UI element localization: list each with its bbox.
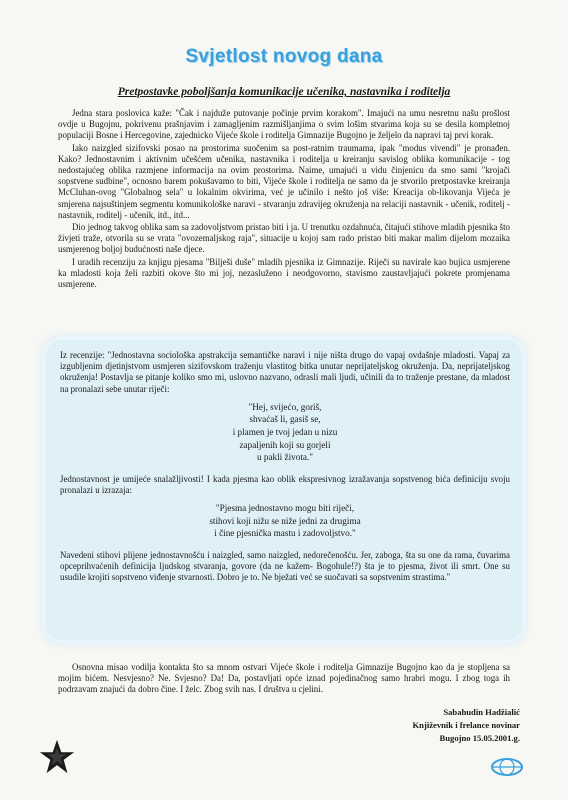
poem-1 (60, 401, 510, 464)
review-quote-box (46, 340, 522, 640)
globe-logo-icon (490, 756, 524, 776)
poem-1-line: i plamen je tvoj jedan u nizu (232, 427, 338, 437)
outro-section (58, 662, 510, 696)
poem-2-line: "Pjesma jednostavno mogu biti riječi, (215, 503, 355, 514)
page-title: Svjetlost novog dana (185, 46, 383, 67)
intro-paragraph-1: Jedna stara poslovica kaže: "Čak i najduže putovanje počinje prvim korakom". Imajući na umu nesretnu našu prošlost ovdje u Bugojnu, pokrivenu prašnjavim i zamagljenim razmišljanjima o svim lošim stvarima koja su se desila kompletnoj populaciji Bosne i Hercegovine, zajednicko Vijeće škole i roditelja Gimnazije Bugojno je željelo da napravi taj prvi korak. (58, 108, 510, 141)
poem-2 (60, 502, 510, 540)
intro-paragraph-2: Iako naizgled sizifovski posao na prostorima suočenim sa post-ratnim traumama, ipak "modus vivendi" je pronađen. Kako? Jednostavnim i aktivnim učešćem učenika, nastavnika i roditelja u kreiranju savislog oblika komunikacije - tog nedostajućeg oblika razmjene informacija na ovim prostorima. Naime, umajući u vidu činjenicu da smo sami "krojači sopstvene sudbine", ocnosno barem pokušavamo to biti, Vijeće škole i roditelja ne samo da je stvorilo pretpostavke kreiranja McCluhan-ovog "Globalnog sela" u lokalnim okvirima, već je učinilo i nešto još više: Kreacija ob-likovanja Vijeća je smjerena najsuštinjem segmentu komunikološke naravi - stvaranju zdravijeg okruženja na relaciji nastavnik - učenik, roditelj - nastavnik, roditelj - učenik, itd., itd... (58, 142, 510, 220)
poem-2-line: stihovi koji nižu se niže jedni za drugima (209, 515, 361, 526)
outro-paragraph: Osnovna misao vodilja kontakta što sa mnom ostvari Vijeće škole i roditelja Gimnazije Bugojno kao da je stopljena sa mojim bićem. Nesvjesno? Ne. Svjesno? Da! Da, postavljati opće iznad pojedinačnog samo hrabri mogu. I zbog toga ih podrzavam znajući da dobro čine. I želc. Zbog svih nas. I društva u cjelini. (58, 662, 510, 695)
author-name: Sabahudin Hadžialić (443, 707, 520, 717)
intro-paragraph-4: I uradih recenziju za knjigu pjesama "Bilješi duše" mladih pjesnika iz Gimnazije. Riječi su navirale kao bujica usmjerene ka mladosti koja želi razbiti okove što mi joj, nezasluženo i neodgovorno, stavismo zaustavljajući pokrete promjenama usmjerene. (58, 256, 510, 290)
review-paragraph-1: Iz recenzije: "Jednostavna sociološka apstrakcija semantičke naravi i nije ništa drugo do vapaj ovdašnje mladosti. Vapaj za izgubljenim djetinjstvom usmjeren sizifovskom traženju vlastitog bitka unutar neprijateljskog okruženja. Da, neprijateljskog okruženja! Postavlja se pitanje koliko smo mi, uslovno nazvano, odrasli mali ljudi, učinili da to traženje prestane, da mladost na pronalazi sebe unutar riječi: (60, 350, 510, 394)
author-role: Književnik i frelance novinar (412, 720, 520, 730)
page-subtitle: Pretpostavke poboljšanja komunikacije učenika, nastavnika i roditelja (117, 86, 451, 98)
intro-section (58, 108, 510, 291)
intro-paragraph-3: Dio jednog takvog oblika sam sa zadovoljstvom pristao biti i ja. U trenutku ozdahnuća, čitajući stihove mladih pjesnika što živjeti traže, otvorila su se vrata "ovozemaljskog raja", situacije u kojoj sam rado pristao biti makar malim dijelom mozaika usmjerenog boljoj budućnosti naše djece. (58, 222, 510, 255)
poem-1-line: zapaljenih koji su gorjeli (239, 439, 331, 450)
author-place-date: Bugojno 15.05.2001.g. (439, 733, 520, 743)
poem-1-line: u pakli života." (256, 452, 314, 463)
poem-2-line: i čine pjesnička mastu i zadovoljstvo." (214, 528, 356, 539)
review-paragraph-3: Navedeni stihovi plijene jednostavnošću i naizgled, samo naizgled, nedorečenošću. Jer, zaboga, šta su one da rama, čuvarima opceprihvaćenih definicija ljudskog stvaranja, govore (da ne kažem- Bogohule!?) šta je to pjesma, život ili smrt. One su usudile krojiti sopstveno viđenje stvarnosti. Dobro je to. Ne bježati već se suočavati sa sopstvenim strastima." (60, 549, 510, 583)
review-quote-content (60, 350, 510, 590)
poem-1-line: shvaćaš li, gasiš se, (249, 414, 321, 425)
poem-1-line: "Hej, svijećo, goriš, (248, 401, 322, 412)
author-signature (413, 706, 521, 745)
star-icon (38, 738, 76, 776)
review-paragraph-2: Jednostavnost je umijeće snalažljivosti! I kada pjesma kao oblik ekspresivnog izražavanja sopstvenog bića definiciju svoju pronalazi u izrazaja: (60, 473, 510, 495)
